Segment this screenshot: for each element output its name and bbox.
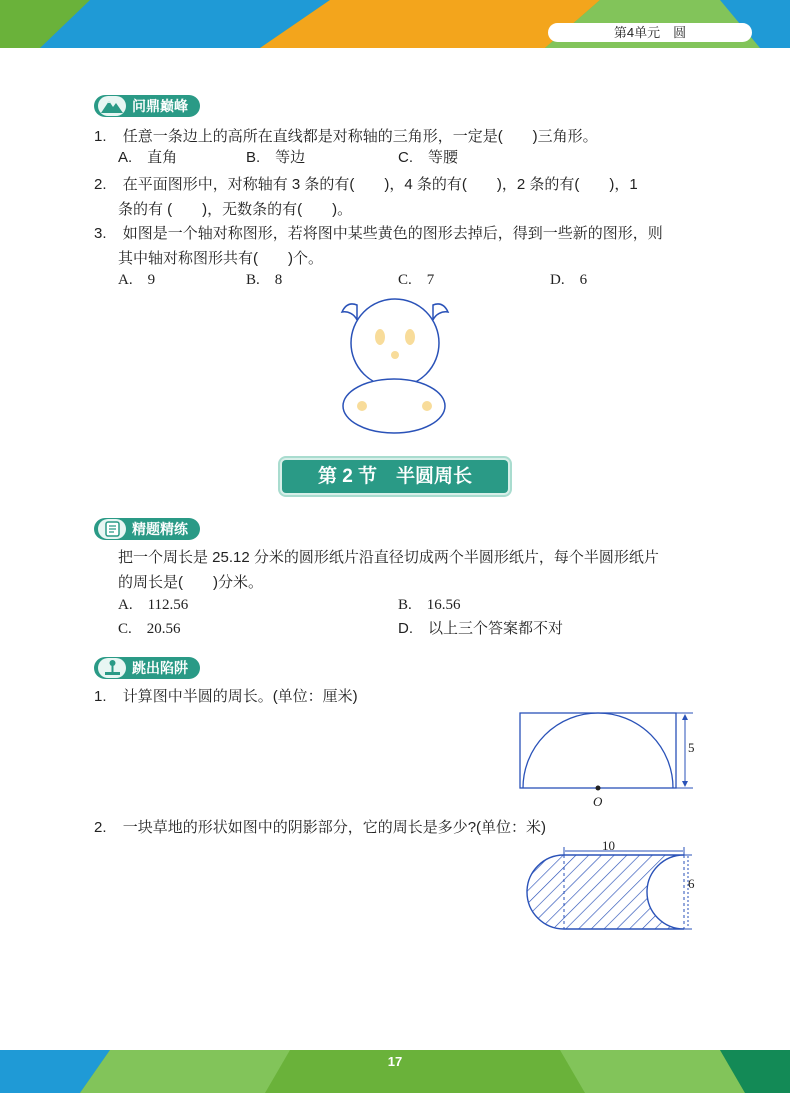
question-text-line1: 如图是一个轴对称图形，若将图中某些黄色的图形去掉后，得到一些新的图形，则	[122, 225, 663, 242]
question-number: 3.	[94, 225, 107, 242]
q1-option-b: B. 等边	[246, 149, 306, 166]
unit-title: 第4单元 圆	[613, 25, 687, 40]
semicircle-height-label: 5	[688, 740, 695, 755]
semicircle-center-label: O	[593, 794, 603, 809]
notebook-icon	[98, 519, 126, 539]
section-label-text: 问鼎巅峰	[132, 98, 188, 114]
question-number: 2.	[94, 819, 107, 836]
question-text: 任意一条边上的高所在直线都是对称轴的三角形，一定是( )三角形。	[122, 128, 598, 145]
symmetric-figure	[335, 295, 455, 440]
jingti-option-a: A. 112.56	[118, 597, 189, 613]
q3-option-a: A. 9	[118, 272, 156, 288]
jingti-question-line1: 把一个周长是 25.12 分米的圆形纸片沿直径切成两个半圆形纸片，每个半圆形纸片	[118, 549, 659, 566]
question-3	[94, 221, 734, 246]
page-number: 17	[387, 1054, 403, 1069]
section-label-text: 精题精练	[132, 521, 188, 537]
jingti-option-b: B. 16.56	[398, 597, 461, 613]
q3-option-d: D. 6	[550, 272, 588, 288]
jingti-question-line2: 的周长是( )分米。	[118, 574, 263, 591]
section-2-title: 第 2 节 半圆周长	[317, 466, 473, 487]
question-1	[94, 124, 704, 149]
section-label-wending	[94, 95, 200, 117]
section-label-tiaochu	[94, 657, 200, 679]
question-number: 1.	[94, 128, 107, 145]
question-number: 1.	[94, 688, 107, 705]
lawn-width-label: 10	[602, 838, 615, 853]
trap-icon	[98, 658, 126, 678]
section-label-text: 跳出陷阱	[132, 660, 188, 676]
q3-option-c: C. 7	[398, 272, 435, 288]
question-text: 一块草地的形状如图中的阴影部分，它的周长是多少?(单位：米)	[122, 819, 547, 836]
lawn-height-label: 6	[688, 876, 695, 891]
section-2-banner	[282, 460, 508, 493]
q3-option-b: B. 8	[246, 272, 283, 288]
question-text-line1: 在平面图形中，对称轴有 3 条的有( )，4 条的有( )，2 条的有( )，1	[122, 176, 638, 193]
mountain-icon	[98, 96, 126, 116]
semicircle-figure	[515, 705, 705, 810]
trap-question-2	[94, 815, 694, 840]
q1-option-a: A. 直角	[118, 149, 178, 166]
question-number: 2.	[94, 176, 107, 193]
unit-title-pill	[548, 23, 752, 42]
section-label-jingti	[94, 518, 200, 540]
question-text: 计算图中半圆的周长。(单位：厘米)	[122, 688, 358, 705]
question-2	[94, 172, 734, 197]
lawn-figure	[522, 845, 697, 935]
q1-option-c: C. 等腰	[398, 149, 459, 166]
jingti-option-d: D. 以上三个答案都不对	[398, 620, 564, 637]
question-2-line2: 条的有 ( )，无数条的有( )。	[118, 201, 353, 218]
question-3-line2: 其中轴对称图形共有( )个。	[118, 250, 323, 267]
jingti-option-c: C. 20.56	[118, 621, 181, 637]
